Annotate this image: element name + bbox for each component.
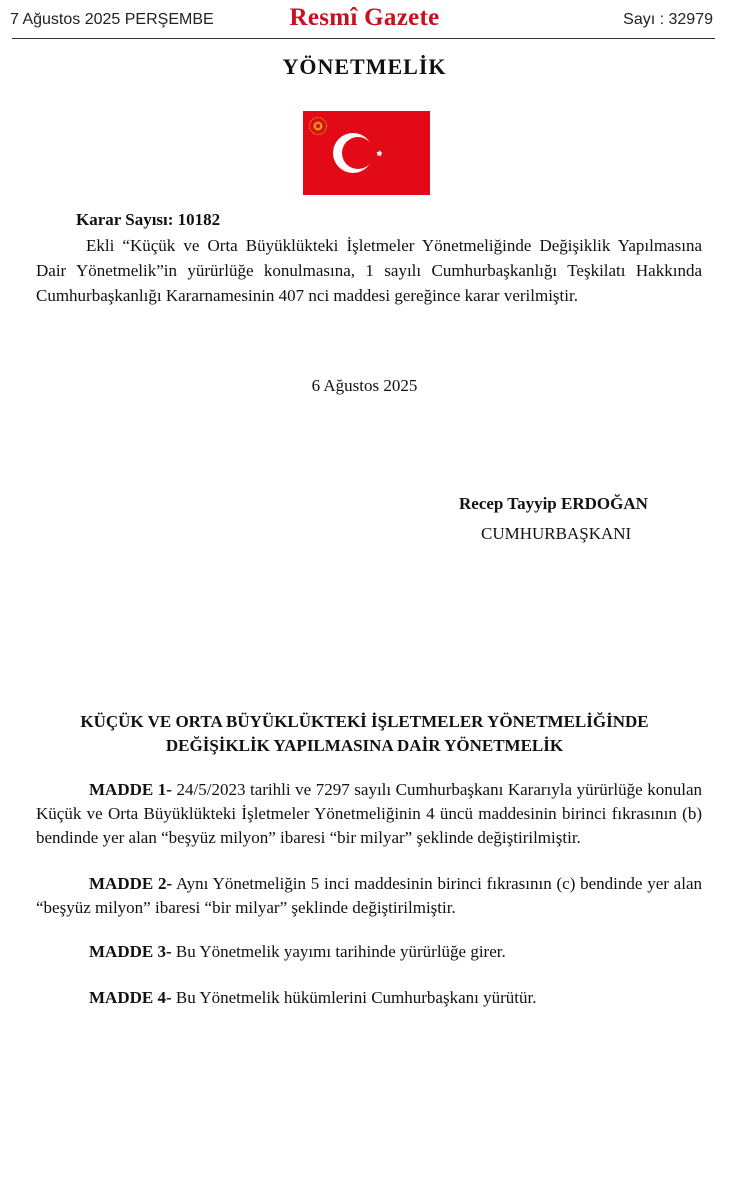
gazette-title: Resmî Gazete [289,4,440,31]
article-2 [36,872,702,920]
decision-text-body: Ekli “Küçük ve Orta Büyüklükteki İşletmeler Yönetmeliğinde Değişiklik Yapılmasına Dair Yönetmelik”in yürürlüğe konulmasına, 1 sayılı Cumhurbaşkanlığı Teşkilatı Hakkında Cumhurbaşkanlığı Kararnamesinin 407 nci maddesi gereğince karar verilmiştir. [36,236,702,305]
gazette-header [0,0,729,44]
turkish-presidential-flag-icon [303,111,430,195]
signer-name: Recep Tayyip ERDOĞAN [459,494,648,513]
regulation-title-line2: DEĞİŞİKLİK YAPILMASINA DAİR YÖNETMELİK [165,736,564,755]
decision-date: 6 Ağustos 2025 [311,376,418,395]
article-1 [36,778,702,850]
article-text: Bu Yönetmelik yayımı tarihinde yürürlüğe girer. [175,942,506,961]
regulation-title [0,710,729,758]
article-text: Aynı Yönetmeliğin 5 inci maddesinin birinci fıkrasının (c) bendinde yer alan “beşyüz milyon” ibaresi “bir milyar” şeklinde değiştirilmiştir. [36,874,702,917]
issue-number: Sayı : 32979 [623,11,713,28]
article-label: MADDE 1- [89,780,172,799]
signer-title: CUMHURBAŞKANI [481,524,632,543]
section-title: YÖNETMELİK [282,54,447,79]
decision-text [36,233,702,308]
article-label: MADDE 2- [89,874,173,893]
flag-crescent-inner [342,137,374,169]
article-label: MADDE 3- [89,942,172,961]
article-text: Bu Yönetmelik hükümlerini Cumhurbaşkanı yürütür. [175,988,537,1007]
article-label: MADDE 4- [89,988,172,1007]
issue-date: 7 Ağustos 2025 PERŞEMBE [10,11,214,28]
article-text: 24/5/2023 tarihli ve 7297 sayılı Cumhurbaşkanı Kararıyla yürürlüğe konulan Küçük ve Orta Büyüklükteki İşletmeler Yönetmeliğinin 4 üncü maddesinin birinci fıkrasının (b) bendinde yer alan “beşyüz milyon” ibaresi “bir milyar” şeklinde değiştirilmiştir. [36,780,703,847]
article-3 [36,940,702,964]
decision-number: Karar Sayısı: 10182 [76,210,221,229]
article-4 [36,986,702,1010]
header-divider [12,38,715,39]
regulation-title-line1: KÜÇÜK VE ORTA BÜYÜKLÜKTEKİ İŞLETMELER YÖNETMELİĞİNDE [80,712,649,731]
